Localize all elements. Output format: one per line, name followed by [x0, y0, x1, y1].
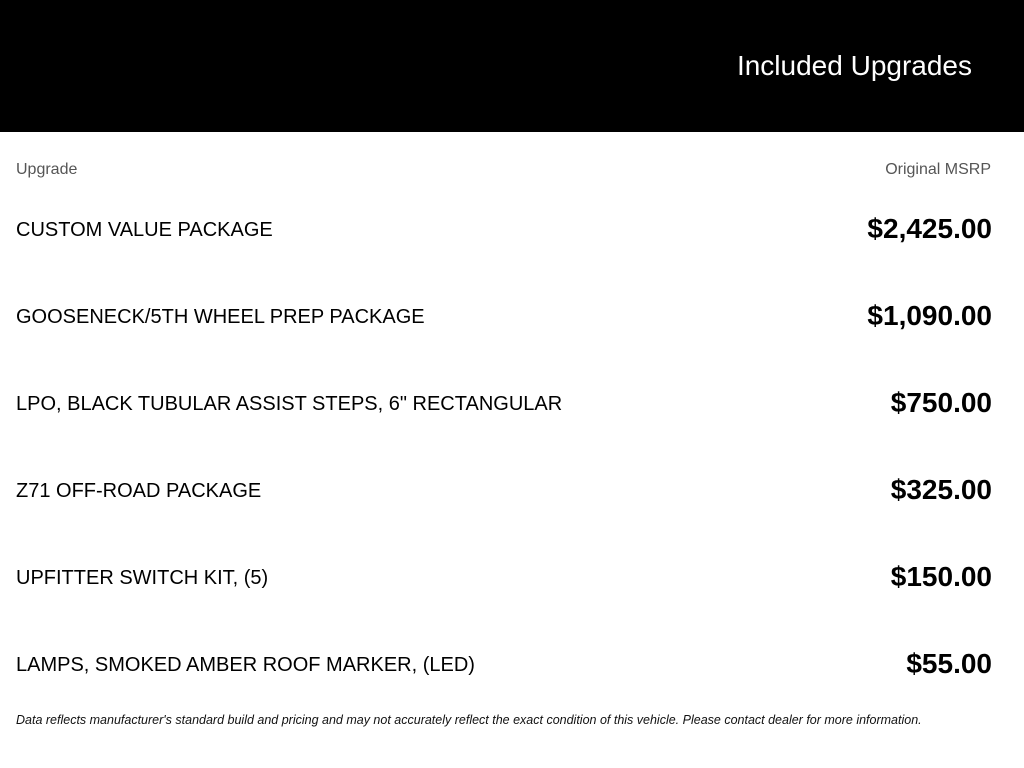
upgrade-name: CUSTOM VALUE PACKAGE — [16, 219, 273, 241]
list-item — [0, 271, 1024, 358]
upgrade-name: LAMPS, SMOKED AMBER ROOF MARKER, (LED) — [16, 654, 475, 676]
upgrade-name: UPFITTER SWITCH KIT, (5) — [16, 567, 269, 589]
upgrade-price: $750.00 — [890, 387, 992, 418]
upgrade-name: GOOSENECK/5TH WHEEL PREP PACKAGE — [16, 306, 425, 328]
page-title: Included Upgrades — [736, 50, 972, 81]
column-header-upgrade: Upgrade — [16, 161, 78, 178]
upgrade-price: $1,090.00 — [867, 300, 992, 331]
list-item — [0, 445, 1024, 532]
list-item — [0, 184, 1024, 271]
list-item — [0, 358, 1024, 445]
upgrades-list — [0, 184, 1024, 706]
column-header-msrp: Original MSRP — [885, 161, 991, 178]
upgrade-price: $325.00 — [890, 474, 992, 505]
upgrade-price: $150.00 — [890, 561, 992, 592]
list-item — [0, 619, 1024, 706]
disclaimer-text: Data reflects manufacturer's standard build and pricing and may not accurately reflect the exact condition of this vehicle. Please contact dealer for more information. — [16, 713, 922, 727]
header-bar — [0, 0, 1024, 132]
upgrade-price: $2,425.00 — [867, 213, 992, 244]
upgrade-name: Z71 OFF-ROAD PACKAGE — [16, 480, 262, 502]
upgrade-name: LPO, BLACK TUBULAR ASSIST STEPS, 6" RECTANGULAR — [16, 393, 563, 415]
list-item — [0, 532, 1024, 619]
upgrade-price: $55.00 — [906, 648, 992, 679]
